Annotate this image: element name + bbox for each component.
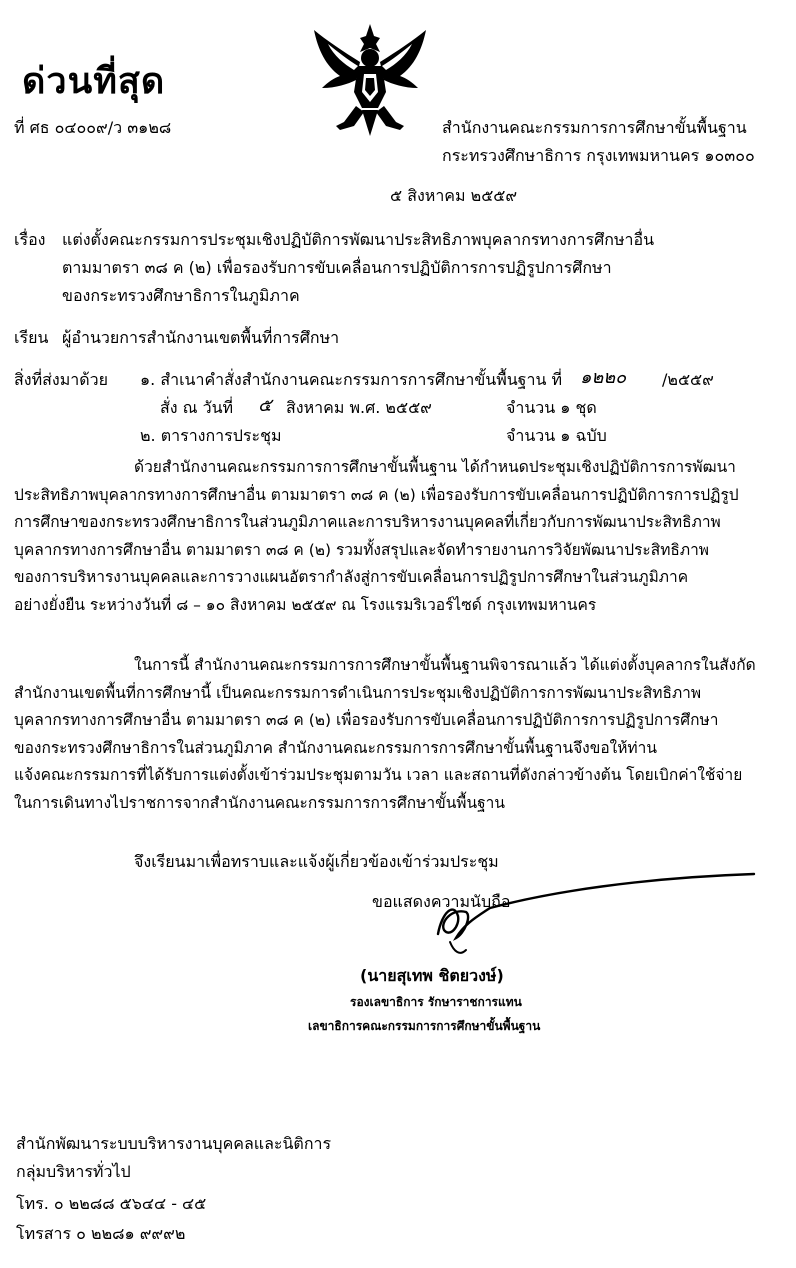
enclosure-order-year: /๒๕๕๙	[662, 370, 714, 389]
footer-unit: สำนักพัฒนาระบบบริหารงานบุคคลและนิติการ	[16, 1134, 332, 1153]
paragraph-2-line: ของกระทรวงศึกษาธิการในส่วนภูมิภาค สำนักงานคณะกรรมการการศึกษาขั้นพื้นฐานจึงขอให้ท่าน	[14, 738, 657, 757]
recipient-label: เรียน	[14, 328, 49, 347]
closing-sentence: จึงเรียนมาเพื่อทราบและแจ้งผู้เกี่ยวข้องเข้าร่วมประชุม	[134, 852, 499, 871]
body-paragraph-1	[14, 454, 784, 620]
paragraph-2-line: บุคลากรทางการศึกษาอื่น ตามมาตรา ๓๘ ค (๒) เพื่อรองรับการขับเคลื่อนการปฏิบัติการการปฏิรูปการศึกษา	[14, 711, 719, 730]
footer-group: กลุ่มบริหารทั่วไป	[16, 1162, 131, 1181]
paragraph-1-line: ของการบริหารงานบุคคลและการวางแผนอัตรากำลังสู่การขับเคลื่อนการปฏิรูปการศึกษาในส่วนภูมิภาค	[14, 568, 689, 587]
signatory-name: (นายสุเทพ ชิตยวงษ์)	[360, 966, 504, 985]
office-address: กระทรวงศึกษาธิการ กรุงเทพมหานคร ๑๐๓๐๐	[442, 146, 755, 165]
paragraph-1-line: ประสิทธิภาพบุคลากรทางการศึกษาอื่น ตามมาตรา ๓๘ ค (๒) เพื่อรองรับการขับเคลื่อนการปฏิบัติการการปฏิรูป	[14, 485, 739, 504]
urgent-stamp: ด่วนที่สุด	[22, 61, 166, 102]
enclosure-item-1: ๑. สำเนาคำสั่งสำนักงานคณะกรรมการการศึกษาขั้นพื้นฐาน ที่	[140, 370, 563, 389]
enclosures-label: สิ่งที่ส่งมาด้วย	[14, 370, 108, 389]
paragraph-1-line: อย่างยั่งยืน ระหว่างวันที่ ๘ – ๑๐ สิงหาคม ๒๕๕๙ ณ โรงแรมริเวอร์ไซด์ กรุงเทพมหานคร	[14, 595, 597, 614]
enclosure-order-number: ๑๒๒๐	[580, 367, 627, 388]
signatory-title-2: เลขาธิการคณะกรรมการการศึกษาขั้นพื้นฐาน	[308, 1019, 541, 1033]
paragraph-2-line: ในการเดินทางไปราชการจากสำนักงานคณะกรรมการการศึกษาขั้นพื้นฐาน	[14, 793, 505, 812]
enclosure-item-1-quantity: จำนวน ๑ ชุด	[506, 398, 597, 417]
handwritten-signature-icon	[420, 872, 760, 972]
footer-telephone: โทร. ๐ ๒๒๘๘ ๕๖๔๔ - ๔๕	[16, 1194, 207, 1213]
signatory-title-1: รองเลขาธิการ รักษาราชการแทน	[350, 995, 522, 1009]
enclosure-item-2-quantity: จำนวน ๑ ฉบับ	[506, 426, 607, 445]
footer-fax: โทรสาร ๐ ๒๒๘๑ ๙๙๙๒	[16, 1224, 186, 1243]
paragraph-1-line: ด้วยสำนักงานคณะกรรมการการศึกษาขั้นพื้นฐาน ได้กำหนดประชุมเชิงปฏิบัติการการพัฒนา	[134, 458, 736, 476]
paragraph-2-line: ในการนี้ สำนักงานคณะกรรมการการศึกษาขั้นพื้นฐานพิจารณาแล้ว ได้แต่งตั้งบุคลากรในสังกัด	[134, 656, 756, 674]
enclosure-item-1-date-label: สั่ง ณ วันที่	[160, 398, 234, 417]
subject-line-2: ตามมาตรา ๓๘ ค (๒) เพื่อรองรับการขับเคลื่อนการปฏิบัติการการปฏิรูปการศึกษา	[62, 258, 612, 277]
enclosure-item-2: ๒. ตารางการประชุม	[140, 426, 282, 445]
garuda-emblem-icon	[310, 22, 430, 140]
recipient-value: ผู้อำนวยการสำนักงานเขตพื้นที่การศึกษา	[62, 328, 340, 347]
enclosure-item-1-day: ๕	[258, 395, 272, 416]
subject-line-1: แต่งตั้งคณะกรรมการประชุมเชิงปฏิบัติการพัฒนาประสิทธิภาพบุคลากรทางการศึกษาอื่น	[62, 230, 655, 249]
regards-text: ขอแสดงความนับถือ	[372, 892, 511, 911]
paragraph-2-line: สำนักงานเขตพื้นที่การศึกษานี้ เป็นคณะกรรมการดำเนินการประชุมเชิงปฏิบัติการการพัฒนาประสิทธิภาพ	[14, 683, 702, 702]
body-paragraph-2	[14, 652, 784, 818]
subject-label: เรื่อง	[14, 230, 46, 249]
letter-date: ๕ สิงหาคม ๒๕๕๙	[390, 186, 518, 205]
reference-number: ที่ ศธ ๐๔๐๐๙/ว ๓๑๒๘	[14, 118, 172, 137]
paragraph-1-line: การศึกษาของกระทรวงศึกษาธิการในส่วนภูมิภาคและการบริหารงานบุคคลที่เกี่ยวกับการพัฒนาประสิทธิภาพ	[14, 513, 721, 532]
enclosure-item-1-month-year: สิงหาคม พ.ศ. ๒๕๕๙	[286, 398, 432, 417]
paragraph-2-line: แจ้งคณะกรรมการที่ได้รับการแต่งตั้งเข้าร่วมประชุมตามวัน เวลา และสถานที่ดังกล่าวข้างต้น โดยเบิกค่าใช้จ่าย	[14, 766, 743, 785]
subject-line-3: ของกระทรวงศึกษาธิการในภูมิภาค	[62, 286, 300, 305]
paragraph-1-line: บุคลากรทางการศึกษาอื่น ตามมาตรา ๓๘ ค (๒) รวมทั้งสรุปและจัดทำรายงานการวิจัยพัฒนาประสิทธิภาพ	[14, 540, 710, 559]
office-name: สำนักงานคณะกรรมการการศึกษาขั้นพื้นฐาน	[442, 118, 747, 137]
